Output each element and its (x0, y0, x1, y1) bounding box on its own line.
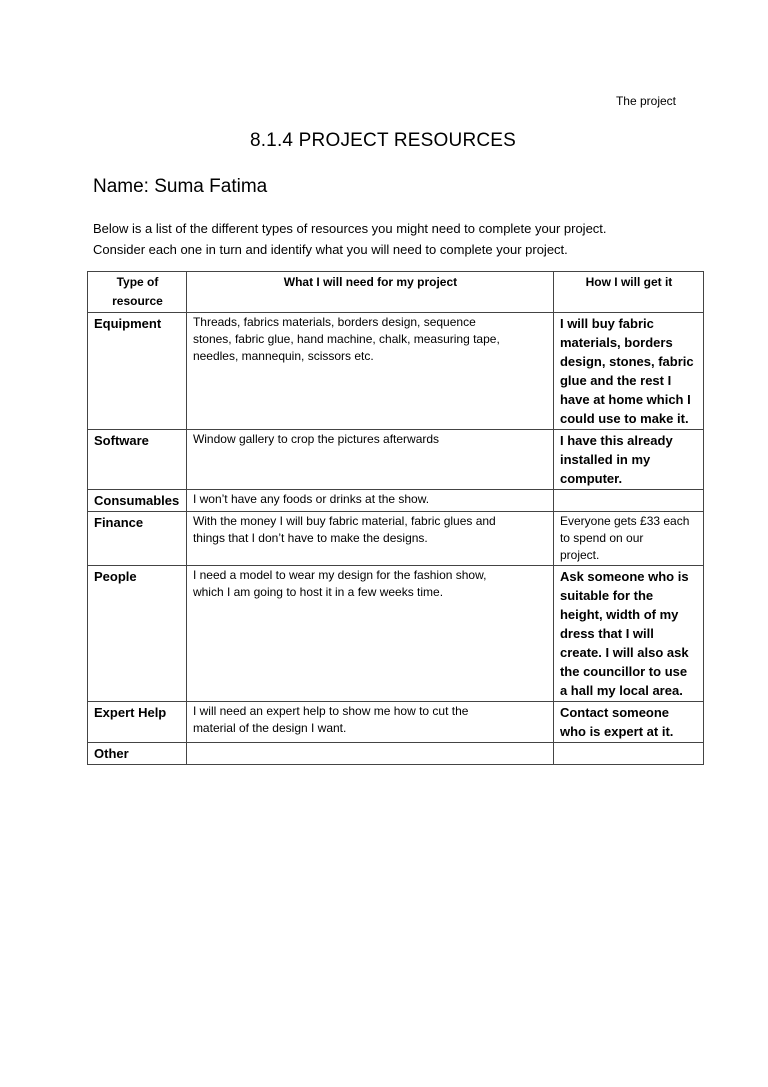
row-type: Other (88, 743, 187, 765)
resources-table (87, 271, 704, 765)
how-line: design, stones, fabric (559, 354, 694, 369)
row-type: Consumables (88, 490, 187, 512)
how-line: project. (559, 548, 600, 562)
table-row (88, 566, 704, 702)
how-line: who is expert at it. (559, 724, 674, 739)
row-how (553, 702, 703, 743)
row-need (186, 313, 553, 430)
how-line: dress that I will (559, 626, 654, 641)
row-need (186, 702, 553, 743)
need-line: I need a model to wear my design for the fashion show, (192, 568, 487, 582)
row-how (553, 313, 703, 430)
page-title-text: 8.1.4 PROJECT RESOURCES (249, 130, 517, 151)
running-header: The project (615, 94, 676, 108)
how-line: Everyone gets £33 each (559, 514, 690, 528)
how-line: Ask someone who is (559, 569, 689, 584)
row-need (186, 743, 553, 765)
how-line: installed in my (559, 452, 651, 467)
row-how (553, 512, 703, 566)
row-need (186, 490, 553, 512)
row-type: Software (88, 430, 187, 490)
row-how (553, 430, 703, 490)
how-line: create. I will also ask (559, 645, 689, 660)
how-line: could use to make it. (559, 411, 689, 426)
row-how (553, 743, 703, 765)
header-type-of-resource (88, 272, 187, 313)
intro-line: Below is a list of the different types of resources you might need to complete your project. (93, 221, 607, 236)
header-what-i-need: What I will need for my project (186, 272, 553, 313)
need-line: Window gallery to crop the pictures afterwards (192, 432, 440, 446)
header-type-line: Type of (116, 275, 159, 289)
table-row (88, 743, 704, 765)
row-type: Finance (88, 512, 187, 566)
student-name: Name: Suma Fatima (93, 176, 268, 197)
page-title (0, 130, 768, 152)
how-line: a hall my local area. (559, 683, 683, 698)
intro-text (93, 218, 693, 260)
need-line: material of the design I want. (192, 721, 347, 735)
need-line: things that I don’t have to make the designs. (192, 531, 428, 545)
need-line: stones, fabric glue, hand machine, chalk, measuring tape, (192, 332, 500, 346)
row-how (553, 490, 703, 512)
how-line: I will buy fabric (559, 316, 654, 331)
how-line: the councillor to use (559, 664, 688, 679)
how-line: glue and the rest I (559, 373, 672, 388)
header-how-i-get-it: How I will get it (553, 272, 703, 313)
header-type-line: resource (112, 294, 163, 308)
row-type: Equipment (88, 313, 187, 430)
table-row (88, 430, 704, 490)
how-line: to spend on our (559, 531, 644, 545)
row-need (186, 566, 553, 702)
row-need (186, 430, 553, 490)
how-line: Contact someone (559, 705, 670, 720)
need-line: Threads, fabrics materials, borders design, sequence (192, 315, 476, 329)
how-line: materials, borders (559, 335, 673, 350)
table-row (88, 512, 704, 566)
table-header-row (88, 272, 704, 313)
how-line: height, width of my (559, 607, 679, 622)
row-type: Expert Help (88, 702, 187, 743)
table-row (88, 313, 704, 430)
need-line: With the money I will buy fabric material, fabric glues and (192, 514, 496, 528)
intro-line: Consider each one in turn and identify what you will need to complete your project. (93, 242, 568, 257)
how-line: suitable for the (559, 588, 654, 603)
table-row (88, 702, 704, 743)
need-line: I will need an expert help to show me how to cut the (192, 704, 469, 718)
row-type: People (88, 566, 187, 702)
need-line: needles, mannequin, scissors etc. (192, 349, 374, 363)
how-line: I have this already (559, 433, 673, 448)
row-how (553, 566, 703, 702)
need-line: which I am going to host it in a few weeks time. (192, 585, 444, 599)
how-line: have at home which I (559, 392, 691, 407)
table-row (88, 490, 704, 512)
how-line: computer. (559, 471, 623, 486)
row-need (186, 512, 553, 566)
need-line: I won’t have any foods or drinks at the show. (192, 492, 430, 506)
